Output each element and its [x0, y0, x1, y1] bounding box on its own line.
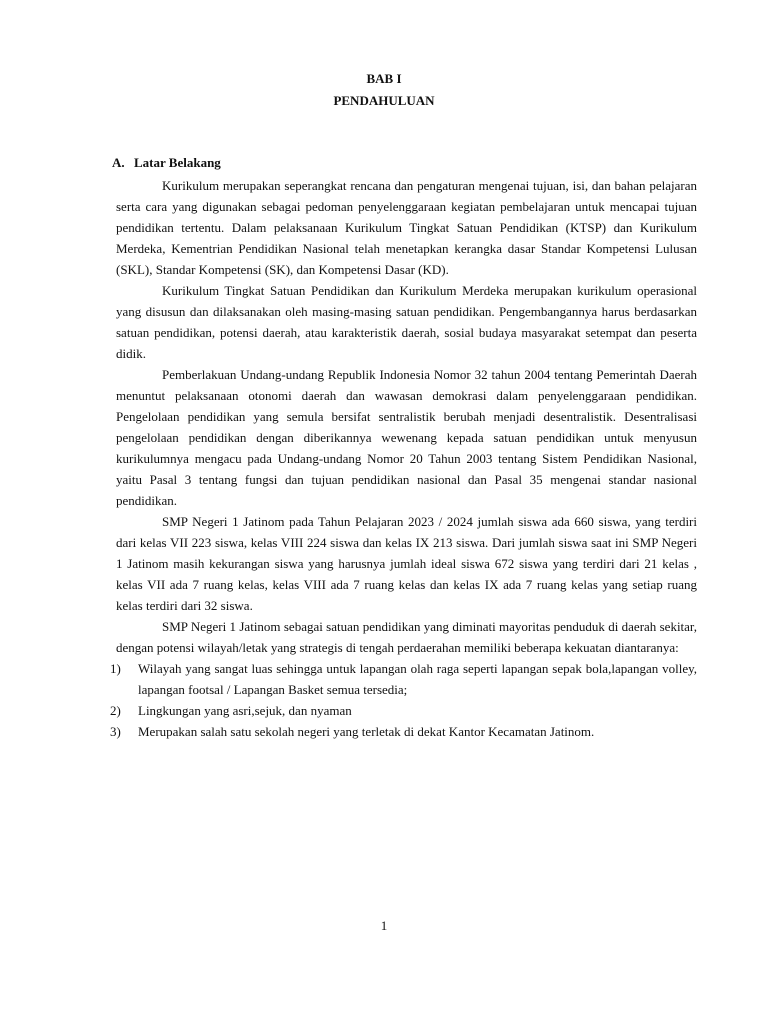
- chapter-title: PENDAHULUAN: [333, 93, 435, 108]
- list-item-number: 3): [110, 724, 121, 739]
- list-item-text: Lingkungan yang asri,sejuk, dan nyaman: [138, 703, 352, 718]
- paragraph: Kurikulum merupakan seperangkat rencana dan pengaturan mengenai tujuan, isi, dan bahan pelajaran serta cara yang digunakan sebagai pedoman penyelenggaraan kegiatan pembelajaran untuk mencapai tujuan pendidikan tertentu. Dalam pelaksanaan Kurikulum Tingkat Satuan Pendidikan (KTSP) dan Kurikulum Merdeka, Kementrian Pendidikan Nasional telah menetapkan kerangka dasar Standar Kompetensi Lulusan (SKL), Standar Kompetensi (SK), dan Kompetensi Dasar (KD).: [116, 178, 697, 277]
- list-item-number: 2): [110, 703, 121, 718]
- paragraph: SMP Negeri 1 Jatinom sebagai satuan pendidikan yang diminati mayoritas penduduk di daerah sekitar, dengan potensi wilayah/letak yang strategis di tengah perdaerahan memiliki beberapa kekuatan diantaranya:: [116, 619, 697, 655]
- list-item: [110, 658, 697, 700]
- paragraph: SMP Negeri 1 Jatinom pada Tahun Pelajaran 2023 / 2024 jumlah siswa ada 660 siswa, yang terdiri dari kelas VII 223 siswa, kelas VIII 224 siswa dan kelas IX 213 siswa. Dari jumlah siswa saat ini SMP Negeri 1 Jatinom masih kekurangan siswa yang harusnya jumlah ideal siswa 672 siswa yang terdiri dari 21 kelas , kelas VII ada 7 ruang kelas, kelas VIII ada 7 ruang kelas dan kelas IX ada 7 ruang kelas yang setiap ruang kelas terdiri dari 32 siswa.: [116, 514, 697, 613]
- document-body: [110, 175, 697, 742]
- strengths-list: [110, 658, 697, 742]
- list-item: [110, 721, 697, 742]
- page-number: 1: [380, 918, 388, 933]
- paragraph: Pemberlakuan Undang-undang Republik Indonesia Nomor 32 tahun 2004 tentang Pemerintah Daerah menuntut pelaksanaan otonomi daerah dan wawasan demokrasi dalam penyelenggaraan pendidikan. Pengelolaan pendidikan yang semula bersifat sentralistik berubah menjadi desentralistik. Desentralisasi pengelolaan pendidikan dengan diberikannya wewenang kepada satuan pendidikan untuk menyusun kurikulumnya mengacu pada Undang-undang Nomor 20 Tahun 2003 tentang Sistem Pendidikan Nasional, yaitu Pasal 3 tentang fungsi dan tujuan pendidikan nasional dan Pasal 35 mengenai standar nasional pendidikan.: [116, 367, 697, 508]
- chapter-number: BAB I: [366, 71, 402, 86]
- list-item: [110, 700, 697, 721]
- section-heading: [112, 155, 221, 171]
- section-title: Latar Belakang: [134, 155, 221, 170]
- paragraph: Kurikulum Tingkat Satuan Pendidikan dan Kurikulum Merdeka merupakan kurikulum operasional yang disusun dan dilaksanakan oleh masing-masing satuan pendidikan. Pengembangannya harus berdasarkan satuan pendidikan, potensi daerah, atau karakteristik daerah, sosial budaya masyarakat setempat dan peserta didik.: [116, 283, 697, 361]
- list-item-text: Wilayah yang sangat luas sehingga untuk lapangan olah raga seperti lapangan sepak bola,lapangan volley, lapangan footsal / Lapangan Basket semua tersedia;: [138, 661, 697, 697]
- section-letter: A.: [112, 155, 125, 170]
- list-item-text: Merupakan salah satu sekolah negeri yang terletak di dekat Kantor Kecamatan Jatinom.: [138, 724, 595, 739]
- list-item-number: 1): [110, 661, 121, 676]
